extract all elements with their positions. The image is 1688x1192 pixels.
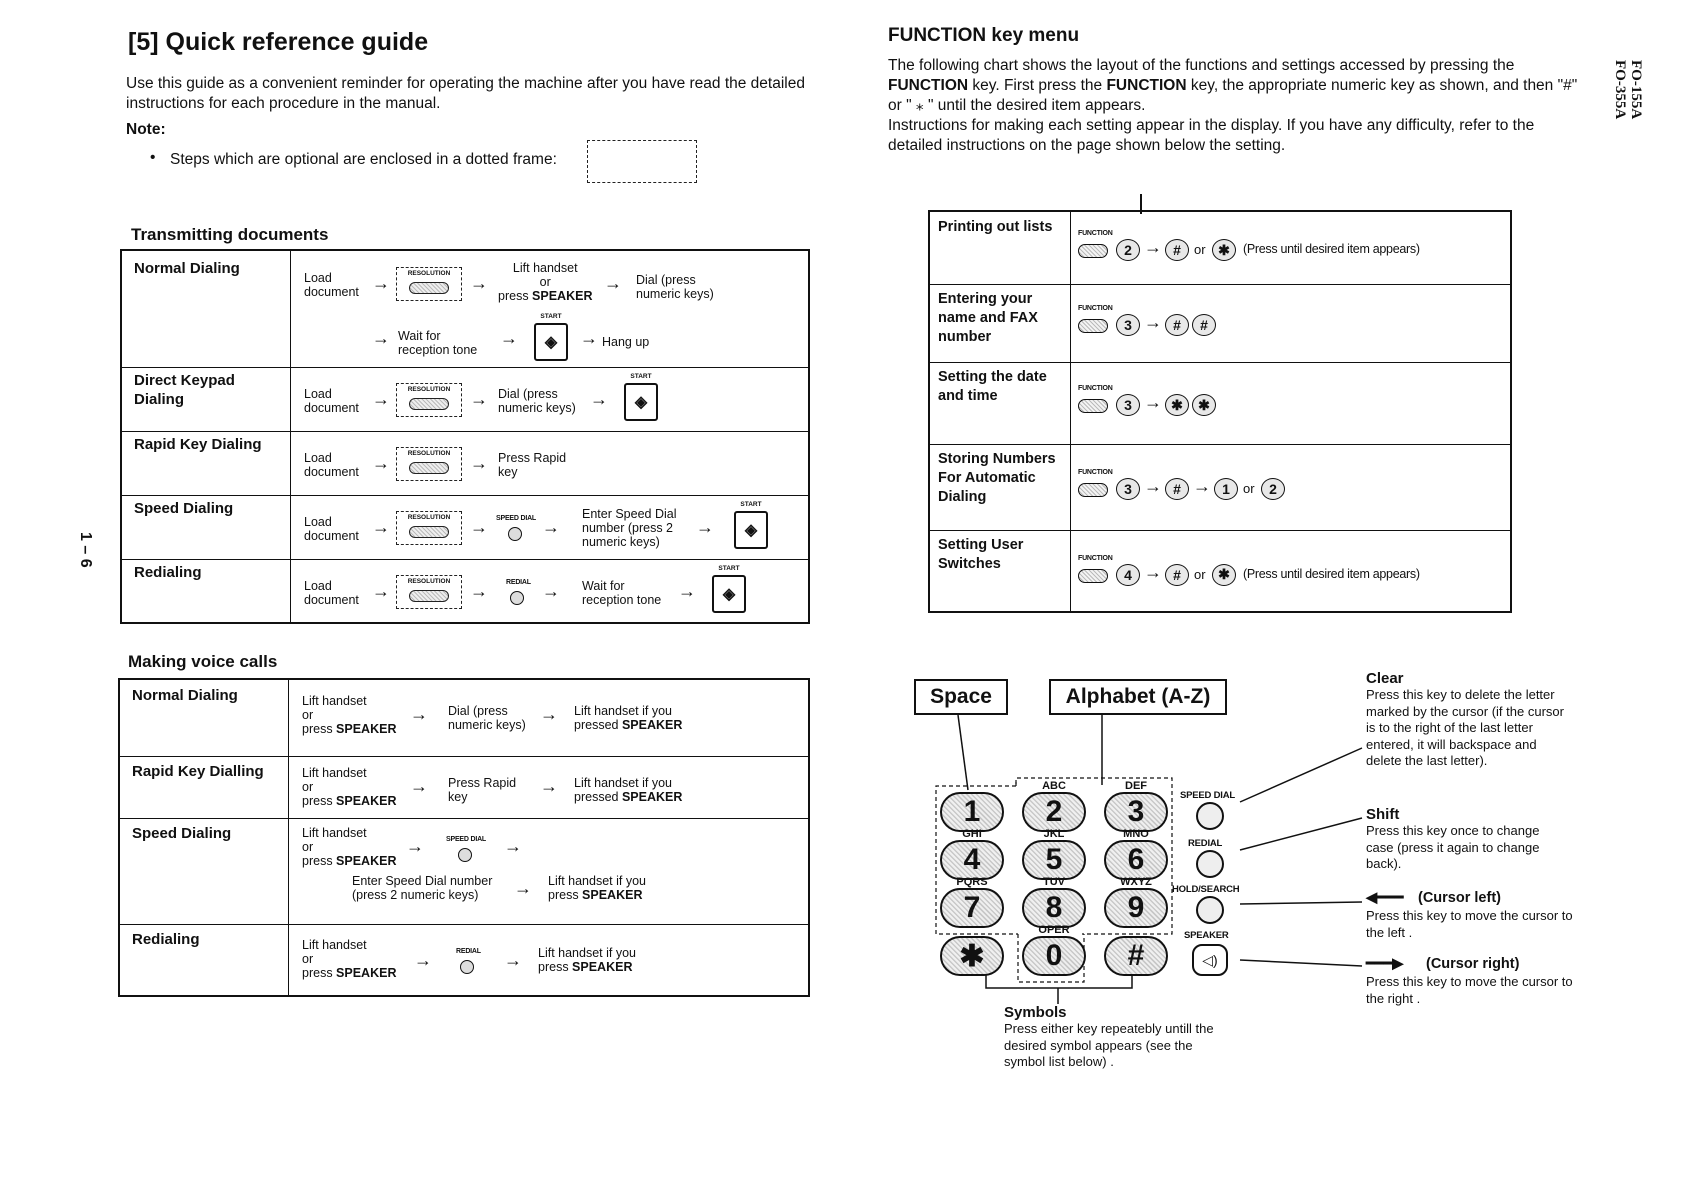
speaker-button[interactable] bbox=[1192, 944, 1228, 976]
symbols-explanation: Symbols Press either key repeatebly untill the desired symbol appears (see the symbol list below) . bbox=[1004, 1004, 1214, 1069]
keypad-key[interactable]: 7 bbox=[940, 888, 1004, 928]
keypad-key[interactable]: 2 bbox=[1022, 792, 1086, 832]
keypad-key[interactable]: 9 bbox=[1104, 888, 1168, 928]
hold-search-button[interactable] bbox=[1196, 896, 1224, 924]
start-key: START ◈ bbox=[734, 511, 768, 549]
transmit-row-label: Rapid Key Dialing bbox=[134, 436, 262, 453]
keypad-key[interactable]: 4 bbox=[940, 840, 1004, 880]
numeric-key: ✱ bbox=[1192, 394, 1216, 416]
lift-handset-text: Lift handset or press SPEAKER bbox=[302, 694, 397, 736]
numeric-key: # bbox=[1165, 314, 1189, 336]
numeric-key: ✱ bbox=[1165, 394, 1189, 416]
model-number: FO-155A FO-355A bbox=[1612, 60, 1644, 120]
transmit-row-label: Redialing bbox=[134, 564, 202, 581]
page-title: [5] Quick reference guide bbox=[128, 28, 429, 56]
redial-button[interactable] bbox=[1196, 850, 1224, 878]
keypad-key[interactable]: 6 bbox=[1104, 840, 1168, 880]
dial-text: Dial (press numeric keys) bbox=[636, 273, 714, 301]
start-key: START ◈ bbox=[624, 383, 658, 421]
note-bullet-mark: • bbox=[150, 149, 156, 166]
function-title: FUNCTION key menu bbox=[888, 25, 1080, 46]
keypad-key-letters: ABC bbox=[1042, 780, 1066, 792]
numeric-key: 3 bbox=[1116, 394, 1140, 416]
space-label: Space bbox=[914, 679, 1008, 715]
keypad-key-letters: DEF bbox=[1125, 780, 1147, 792]
wait-tone-text: Wait for reception tone bbox=[398, 329, 478, 357]
numeric-key: 2 bbox=[1261, 478, 1285, 500]
voice-title: Making voice calls bbox=[128, 652, 278, 671]
transmit-row-label: Direct Keypad Dialing bbox=[134, 372, 235, 408]
numeric-key: 3 bbox=[1116, 314, 1140, 336]
function-row-label: Setting the date and time bbox=[938, 369, 1047, 404]
numeric-key: # bbox=[1165, 478, 1189, 500]
voice-row-label: Speed Dialing bbox=[132, 825, 232, 842]
keypad-key-letters: WXYZ bbox=[1120, 876, 1152, 888]
clear-explanation: Clear Press this key to delete the letter marked by the cursor (if the cursor is to the right of the last letter entered, it will backspace and delete the last letter). bbox=[1366, 670, 1564, 768]
numeric-key: # bbox=[1165, 239, 1189, 261]
keypad-key-letters: MNO bbox=[1123, 828, 1149, 840]
load-document-text: Load document bbox=[304, 271, 359, 299]
function-note: (Press until desired item appears) bbox=[1243, 242, 1420, 256]
keypad-key-letters: OPER bbox=[1038, 924, 1070, 936]
cursor-left-explanation: ◀━━━ (Cursor left) Press this key to move the cursor to the left . bbox=[1366, 890, 1573, 940]
keypad-key-letters: PQRS bbox=[956, 876, 988, 888]
transmit-row-label: Normal Dialing bbox=[134, 260, 240, 277]
keypad-key-letters: TUV bbox=[1043, 876, 1065, 888]
intro-text: Use this guide as a convenient reminder for operating the machine after you have read the detailed instructions for each procedure in the manual. bbox=[126, 75, 805, 112]
note-bullet-text: Steps which are optional are enclosed in a dotted frame: bbox=[170, 151, 557, 168]
voice-row-label: Rapid Key Dialling bbox=[132, 763, 264, 780]
numeric-key: ✱ bbox=[1212, 564, 1236, 586]
function-row-label: Entering your name and FAX number bbox=[938, 291, 1038, 345]
function-row-label: Storing Numbers For Automatic Dialing bbox=[938, 451, 1056, 505]
shift-explanation: Shift Press this key once to change case (press it again to change back). bbox=[1366, 806, 1540, 871]
alphabet-label: Alphabet (A-Z) bbox=[1049, 679, 1227, 715]
transmit-title: Transmitting documents bbox=[131, 225, 329, 244]
resolution-key: RESOLUTION bbox=[396, 511, 462, 545]
keypad-key-letters: GHI bbox=[962, 828, 982, 840]
arrow-left-icon: ◀━━━ bbox=[1366, 890, 1404, 906]
keypad-key[interactable]: 3 bbox=[1104, 792, 1168, 832]
numeric-key: # bbox=[1192, 314, 1216, 336]
keypad-key[interactable]: 0 bbox=[1022, 936, 1086, 976]
keypad-key[interactable]: ✱ bbox=[940, 936, 1004, 976]
numeric-key: # bbox=[1165, 564, 1189, 586]
resolution-key: RESOLUTION bbox=[396, 383, 462, 417]
keypad-key[interactable]: 5 bbox=[1022, 840, 1086, 880]
voice-row-label: Normal Dialing bbox=[132, 687, 238, 704]
numeric-key: 3 bbox=[1116, 478, 1140, 500]
numeric-key: ✱ bbox=[1212, 239, 1236, 261]
resolution-key: RESOLUTION bbox=[396, 575, 462, 609]
keypad-key-letters: JKL bbox=[1043, 828, 1065, 840]
numeric-key: 4 bbox=[1116, 564, 1140, 586]
start-key: START ◈ bbox=[534, 323, 568, 361]
voice-row-label: Redialing bbox=[132, 931, 200, 948]
resolution-key: RESOLUTION bbox=[396, 267, 462, 301]
numeric-key: 1 bbox=[1214, 478, 1238, 500]
keypad-key[interactable]: # bbox=[1104, 936, 1168, 976]
transmit-table: Normal Dialing Load document → RESOLUTION → Lift handset or press SPEAKER → Dial (press numeric keys) → Wait for reception tone → START ◈ → Hang up Direct Keypad Dialing Load document → RESOLUTION → Dial (press numeric keys) → START ◈ Rapid Key Dialing Load document → RESOLUTION → Press Rapid key Speed Dialing Load document → RESOLUTION → SPEED DIAL → Enter Speed Dial number (press 2 numeric keys) → START ◈ Redialing Load document → RESOLUTION → REDIAL → Wait for reception tone → START ◈ bbox=[120, 249, 810, 624]
numeric-key: 2 bbox=[1116, 239, 1140, 261]
resolution-key: RESOLUTION bbox=[396, 447, 462, 481]
voice-table: Normal Dialing Lift handset or press SPEAKER → Dial (press numeric keys) → Lift handset if you pressed SPEAKER Rapid Key Dialling Lift handset or press SPEAKER → Press Rapid key → Lift handset if you pressed SPEAKER Speed Dialing Lift handset or press SPEAKER → SPEED DIAL → Enter Speed Dial number (press 2 numeric keys) → Lift handset if you press SPEAKER Redialing Lift handset or press SPEAKER → REDIAL → Lift handset if you press SPEAKER bbox=[118, 678, 810, 997]
speed-dial-button[interactable] bbox=[1196, 802, 1224, 830]
lift-handset-text: Lift handset or press SPEAKER bbox=[498, 261, 593, 303]
transmit-row-label: Speed Dialing bbox=[134, 500, 234, 517]
function-note: (Press until desired item appears) bbox=[1243, 566, 1420, 581]
function-row-label: Printing out lists bbox=[938, 219, 1053, 235]
arrow-right-icon: ━━━▶ bbox=[1366, 956, 1404, 972]
function-row-label: Setting User Switches bbox=[938, 537, 1024, 572]
speaker-icon: ◁) bbox=[1202, 951, 1218, 968]
hang-up-text: Hang up bbox=[602, 335, 650, 349]
note-label: Note: bbox=[126, 121, 166, 138]
keypad-key[interactable]: 8 bbox=[1022, 888, 1086, 928]
cursor-right-explanation: ━━━▶ (Cursor right) Press this key to move the cursor to the right . bbox=[1366, 956, 1573, 1006]
function-intro: The following chart shows the layout of the functions and settings accessed by pressing the FUNCTION key. First press the FUNCTION key, the appropriate numeric key as shown, and then "#" or " ⁎ " until the desired item appears. Instructions for making each setting appear in the display. If you have any difficulty, refer to the detailed instructions on the page shown below the setting. bbox=[888, 57, 1578, 154]
start-key: START ◈ bbox=[712, 575, 746, 613]
page-number: 1 – 6 bbox=[77, 532, 94, 568]
keypad-key[interactable]: 1 bbox=[940, 792, 1004, 832]
